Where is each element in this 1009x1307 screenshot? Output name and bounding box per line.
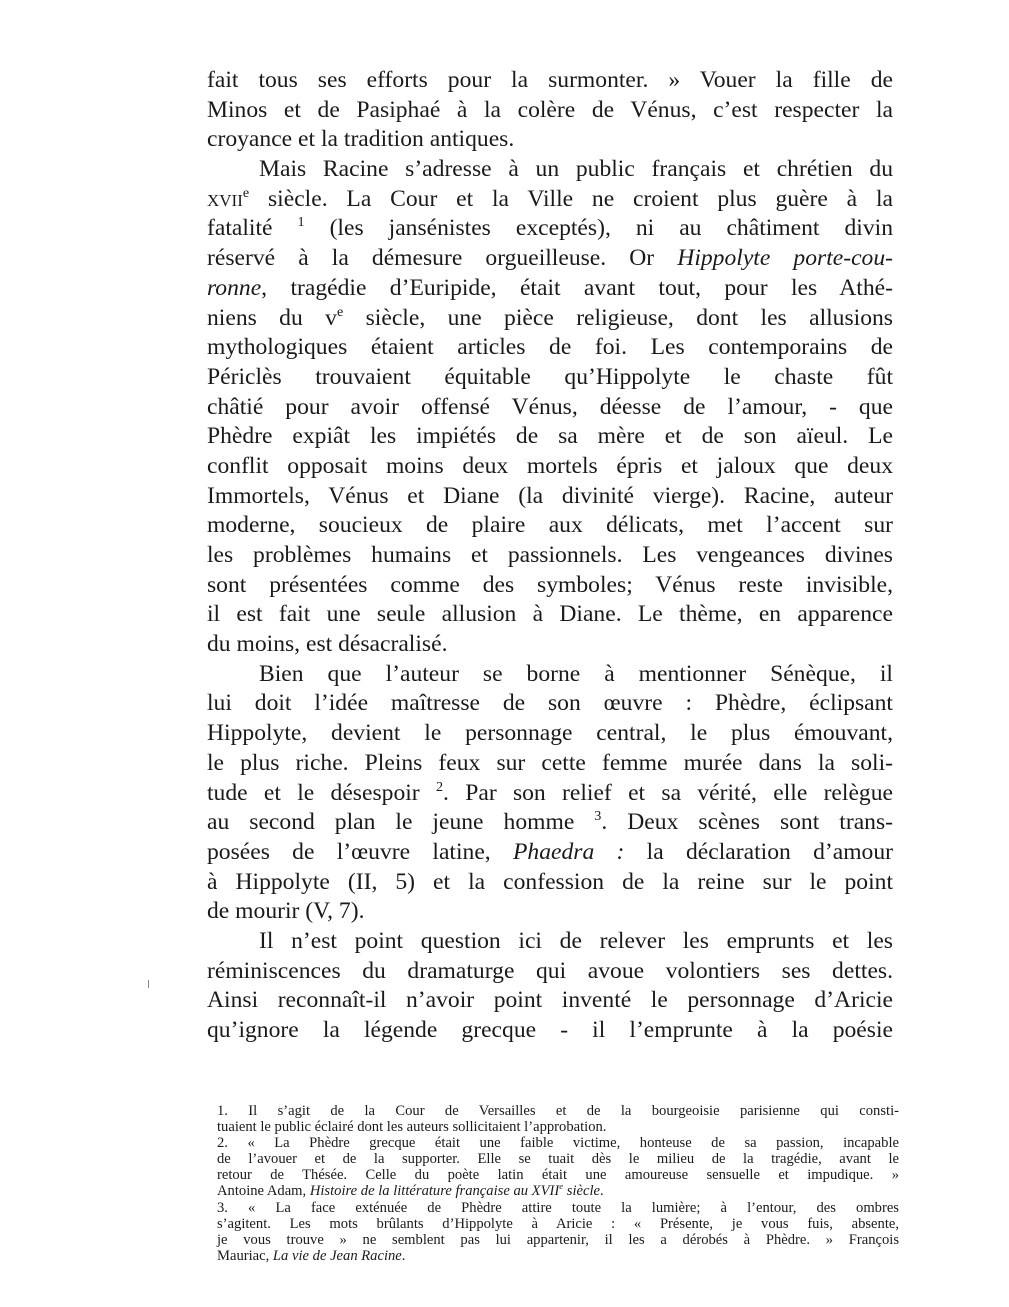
- text-line: lui doit l’idée maîtresse de son œuvre : Phèdre, éclipsant: [207, 690, 893, 717]
- footnote-line: de l’avouer et de la supporter. Elle se tuait dès le milieu de la tragédie, avant le: [217, 1151, 899, 1168]
- footnote-line: s’agitent. Les mots brûlants d’Hippolyte à Aricie : « Présente, je vous fuis, absente,: [217, 1215, 899, 1232]
- footnote-line: retour de Thésée. Celle du poète latin était une amoureuse sensuelle et impudique. »: [217, 1167, 899, 1184]
- text-line: de mourir (V, 7).: [207, 898, 365, 925]
- text-line: Ainsi reconnaît-il n’avoir point inventé le personnage d’Aricie: [207, 987, 893, 1014]
- text-segment: siècle, une pièce religieuse, dont les allusions: [343, 304, 893, 331]
- text-line: [207, 244, 893, 274]
- text-line: [207, 274, 893, 304]
- text-segment: tude et le désespoir: [207, 779, 436, 806]
- footnote-3: 3. « La face exténuée de Phèdre attire toute la lumière; à l’entour, des ombres: [217, 1199, 899, 1216]
- text-segment: niens du v: [207, 304, 337, 331]
- footnote-ref-3[interactable]: 3: [594, 808, 602, 825]
- footnote-line: [217, 1183, 899, 1199]
- text-line: [207, 779, 893, 809]
- footnote-line: je vous trouve » ne semblent pas lui appartenir, il les a dérobés à Phèdre. » François: [217, 1231, 899, 1248]
- text-segment: , tragédie d’Euripide, était avant tout, pour les Athé-: [261, 274, 893, 301]
- text-segment: Mauriac,: [217, 1247, 273, 1264]
- italic-title: Phaedra :: [512, 838, 625, 865]
- footnote-line: tuaient le public éclairé dont les auteurs sollicitaient l’approbation.: [217, 1119, 607, 1136]
- margin-mark: [148, 980, 149, 988]
- footnote-1: 1. Il s’agit de la Cour de Versailles et de la bourgeoisie parisienne qui consti-: [217, 1103, 899, 1119]
- text-line: Mais Racine s’adresse à un public français et chrétien du: [259, 156, 893, 183]
- text-segment: . Par son relief et sa vérité, elle relègue: [443, 779, 893, 806]
- text-line: Périclès trouvaient équitable qu’Hippolyte le chaste fût: [207, 363, 893, 390]
- text-segment: au second plan le jeune homme: [207, 809, 595, 836]
- text-segment: posées de l’œuvre latine,: [207, 838, 513, 865]
- text-segment: réservé à la démesure orgueilleuse. Or: [207, 245, 678, 272]
- text-line: [207, 808, 893, 838]
- text-segment: (les jansénistes exceptés), ni au châtiment divin: [304, 215, 893, 242]
- superscript: e: [559, 1181, 564, 1192]
- text-line: les problèmes humains et passionnels. Les vengeances divines: [207, 542, 893, 568]
- text-segment: la déclaration d’amour: [624, 838, 893, 865]
- italic-title: ronne: [207, 274, 262, 301]
- text-line: Hippolyte, devient le personnage central, le plus émouvant,: [207, 720, 893, 747]
- text-line: à Hippolyte (II, 5) et la confession de la reine sur le point: [207, 868, 893, 895]
- text-segment: siècle. La Cour et la Ville ne croient plus guère à la: [249, 185, 893, 212]
- text-line: moderne, soucieux de plaire aux délicats, met l’accent sur: [207, 512, 893, 539]
- text-line: le plus riche. Pleins feux sur cette femme murée dans la soli-: [207, 749, 893, 776]
- text-line: réminiscences du dramaturge qui avoue volontiers ses dettes.: [207, 957, 893, 984]
- text-line: Il n’est point question ici de relever les emprunts et les: [259, 927, 893, 954]
- footnote-ref-1[interactable]: 1: [297, 214, 305, 231]
- text-segment: .: [401, 1247, 406, 1264]
- text-line: Immortels, Vénus et Diane (la divinité vierge). Racine, auteur: [207, 482, 893, 509]
- text-line: du moins, est désacralisé.: [207, 631, 448, 658]
- text-line: conflit opposait moins deux mortels épris et jaloux que deux: [207, 452, 893, 479]
- italic-title: Hippolyte porte-cou-: [677, 245, 893, 272]
- text-segment: .: [600, 1183, 604, 1200]
- text-segment: . Deux scènes sont trans-: [601, 809, 893, 836]
- text-line: fait tous ses efforts pour la surmonter. » Vouer la fille de: [207, 67, 893, 93]
- text-line: Phèdre expiât les impiétés de sa mère et de son aïeul. Le: [207, 423, 893, 450]
- main-text: [207, 66, 893, 1046]
- text-line: Bien que l’auteur se borne à mentionner Sénèque, il: [259, 660, 893, 687]
- footnote-2: 2. « La Phèdre grecque était une faible victime, honteuse de sa passion, incapable: [217, 1135, 899, 1152]
- footnotes: [217, 1103, 899, 1264]
- text-line: [207, 185, 893, 215]
- century-numeral: xvii: [207, 185, 243, 212]
- text-line: sont présentées comme des symboles; Vénus reste invisible,: [207, 571, 893, 598]
- text-line: châtié pour avoir offensé Vénus, déesse de l’amour, - que: [207, 393, 893, 420]
- text-line: [207, 214, 893, 244]
- italic-title: Histoire de la littérature française au XVII: [309, 1183, 560, 1200]
- italic-title: siècle: [563, 1183, 600, 1200]
- text-segment: Antoine Adam,: [217, 1183, 310, 1200]
- italic-title: La vie de Jean Racine: [272, 1247, 402, 1264]
- text-line: [207, 304, 893, 334]
- footnote-ref-2[interactable]: 2: [435, 778, 444, 795]
- text-line: il est fait une seule allusion à Diane. Le thème, en apparence: [207, 601, 893, 628]
- text-line: qu’ignore la légende grecque - il l’emprunte à la poésie: [207, 1017, 893, 1043]
- text-line: croyance et la tradition antiques.: [207, 126, 515, 153]
- text-segment: fatalité: [207, 215, 298, 242]
- text-line: mythologiques étaient articles de foi. Les contemporains de: [207, 334, 893, 361]
- superscript: e: [242, 184, 250, 201]
- superscript: e: [336, 303, 344, 320]
- text-line: Minos et de Pasiphaé à la colère de Vénus, c’est respecter la: [207, 96, 893, 123]
- text-line: [207, 838, 893, 868]
- footnote-line: [217, 1248, 899, 1264]
